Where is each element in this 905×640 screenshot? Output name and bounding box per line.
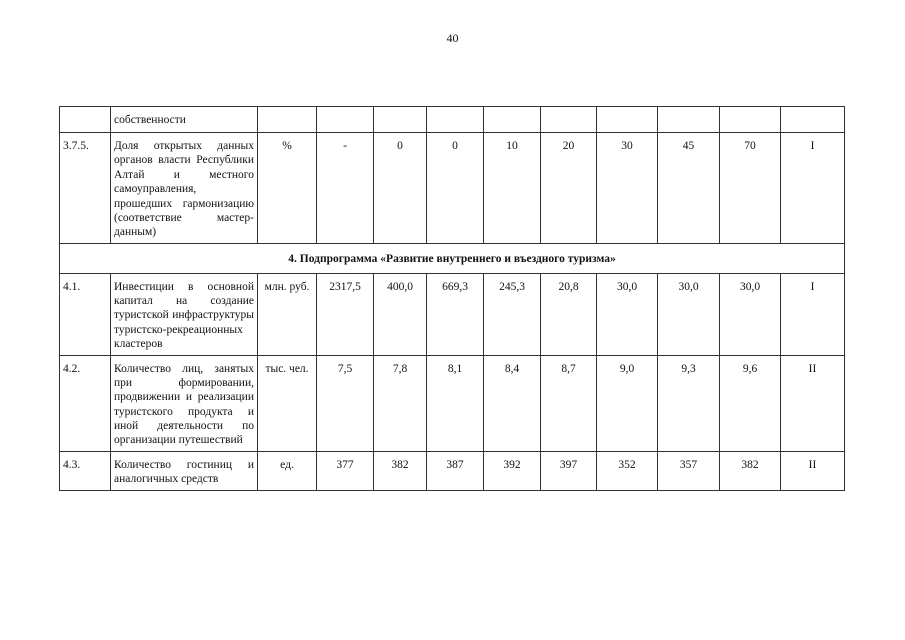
value-cell: - — [317, 133, 374, 244]
value-cell: 245,3 — [484, 273, 541, 355]
page-number: 40 — [446, 31, 459, 45]
value-cell — [427, 107, 484, 133]
value-cell: 357 — [658, 451, 720, 490]
category-cell: II — [781, 451, 845, 490]
row-number-cell: 4.3. — [60, 451, 111, 490]
value-cell: 7,5 — [317, 355, 374, 451]
value-cell: 10 — [484, 133, 541, 244]
value-cell — [720, 107, 781, 133]
value-cell: 387 — [427, 451, 484, 490]
value-cell: 8,4 — [484, 355, 541, 451]
value-cell — [597, 107, 658, 133]
table-row — [60, 273, 845, 355]
value-cell: 30,0 — [658, 273, 720, 355]
value-cell: 9,6 — [720, 355, 781, 451]
value-cell: 9,0 — [597, 355, 658, 451]
unit-cell — [258, 107, 317, 133]
category-cell: I — [781, 273, 845, 355]
unit-cell: ед. — [258, 451, 317, 490]
value-cell: 377 — [317, 451, 374, 490]
table-row — [60, 451, 845, 490]
section-row — [60, 243, 845, 273]
indicator-name-cell: Количество гостиниц и аналогичных средств — [111, 451, 258, 490]
table-row — [60, 133, 845, 244]
value-cell: 20,8 — [541, 273, 597, 355]
indicator-name-cell: собственности — [111, 107, 258, 133]
value-cell: 2317,5 — [317, 273, 374, 355]
value-cell: 30 — [597, 133, 658, 244]
value-cell: 0 — [374, 133, 427, 244]
value-cell: 20 — [541, 133, 597, 244]
value-cell: 8,7 — [541, 355, 597, 451]
table-body — [60, 107, 845, 491]
indicators-table — [59, 106, 845, 491]
value-cell — [541, 107, 597, 133]
value-cell: 8,1 — [427, 355, 484, 451]
value-cell — [658, 107, 720, 133]
category-cell: II — [781, 355, 845, 451]
indicator-name-cell: Инвестиции в основной капитал на создание туристской инфраструктуры туристско-рекреационных кластеров — [111, 273, 258, 355]
value-cell: 7,8 — [374, 355, 427, 451]
section-title: 4. Подпрограмма «Развитие внутреннего и въездного туризма» — [60, 243, 845, 273]
value-cell: 392 — [484, 451, 541, 490]
table-row-continued — [60, 107, 845, 133]
value-cell — [484, 107, 541, 133]
value-cell: 0 — [427, 133, 484, 244]
row-number-cell: 3.7.5. — [60, 133, 111, 244]
value-cell: 382 — [720, 451, 781, 490]
row-number-cell: 4.1. — [60, 273, 111, 355]
unit-cell: млн. руб. — [258, 273, 317, 355]
value-cell: 397 — [541, 451, 597, 490]
value-cell: 400,0 — [374, 273, 427, 355]
value-cell: 669,3 — [427, 273, 484, 355]
unit-cell: % — [258, 133, 317, 244]
value-cell: 45 — [658, 133, 720, 244]
value-cell — [374, 107, 427, 133]
value-cell: 382 — [374, 451, 427, 490]
row-number-cell — [60, 107, 111, 133]
value-cell: 9,3 — [658, 355, 720, 451]
value-cell: 352 — [597, 451, 658, 490]
indicator-name-cell: Количество лиц, занятых при формировании, продвижении и реализации туристского продукта и иной деятельности по организации путешествий — [111, 355, 258, 451]
value-cell: 30,0 — [597, 273, 658, 355]
value-cell — [317, 107, 374, 133]
value-cell: 30,0 — [720, 273, 781, 355]
category-cell — [781, 107, 845, 133]
value-cell: 70 — [720, 133, 781, 244]
category-cell: I — [781, 133, 845, 244]
unit-cell: тыс. чел. — [258, 355, 317, 451]
row-number-cell: 4.2. — [60, 355, 111, 451]
indicator-name-cell: Доля открытых данных органов власти Республики Алтай и местного самоуправления, прошедших гармонизацию (соответствие мастер-данным) — [111, 133, 258, 244]
table-row — [60, 355, 845, 451]
